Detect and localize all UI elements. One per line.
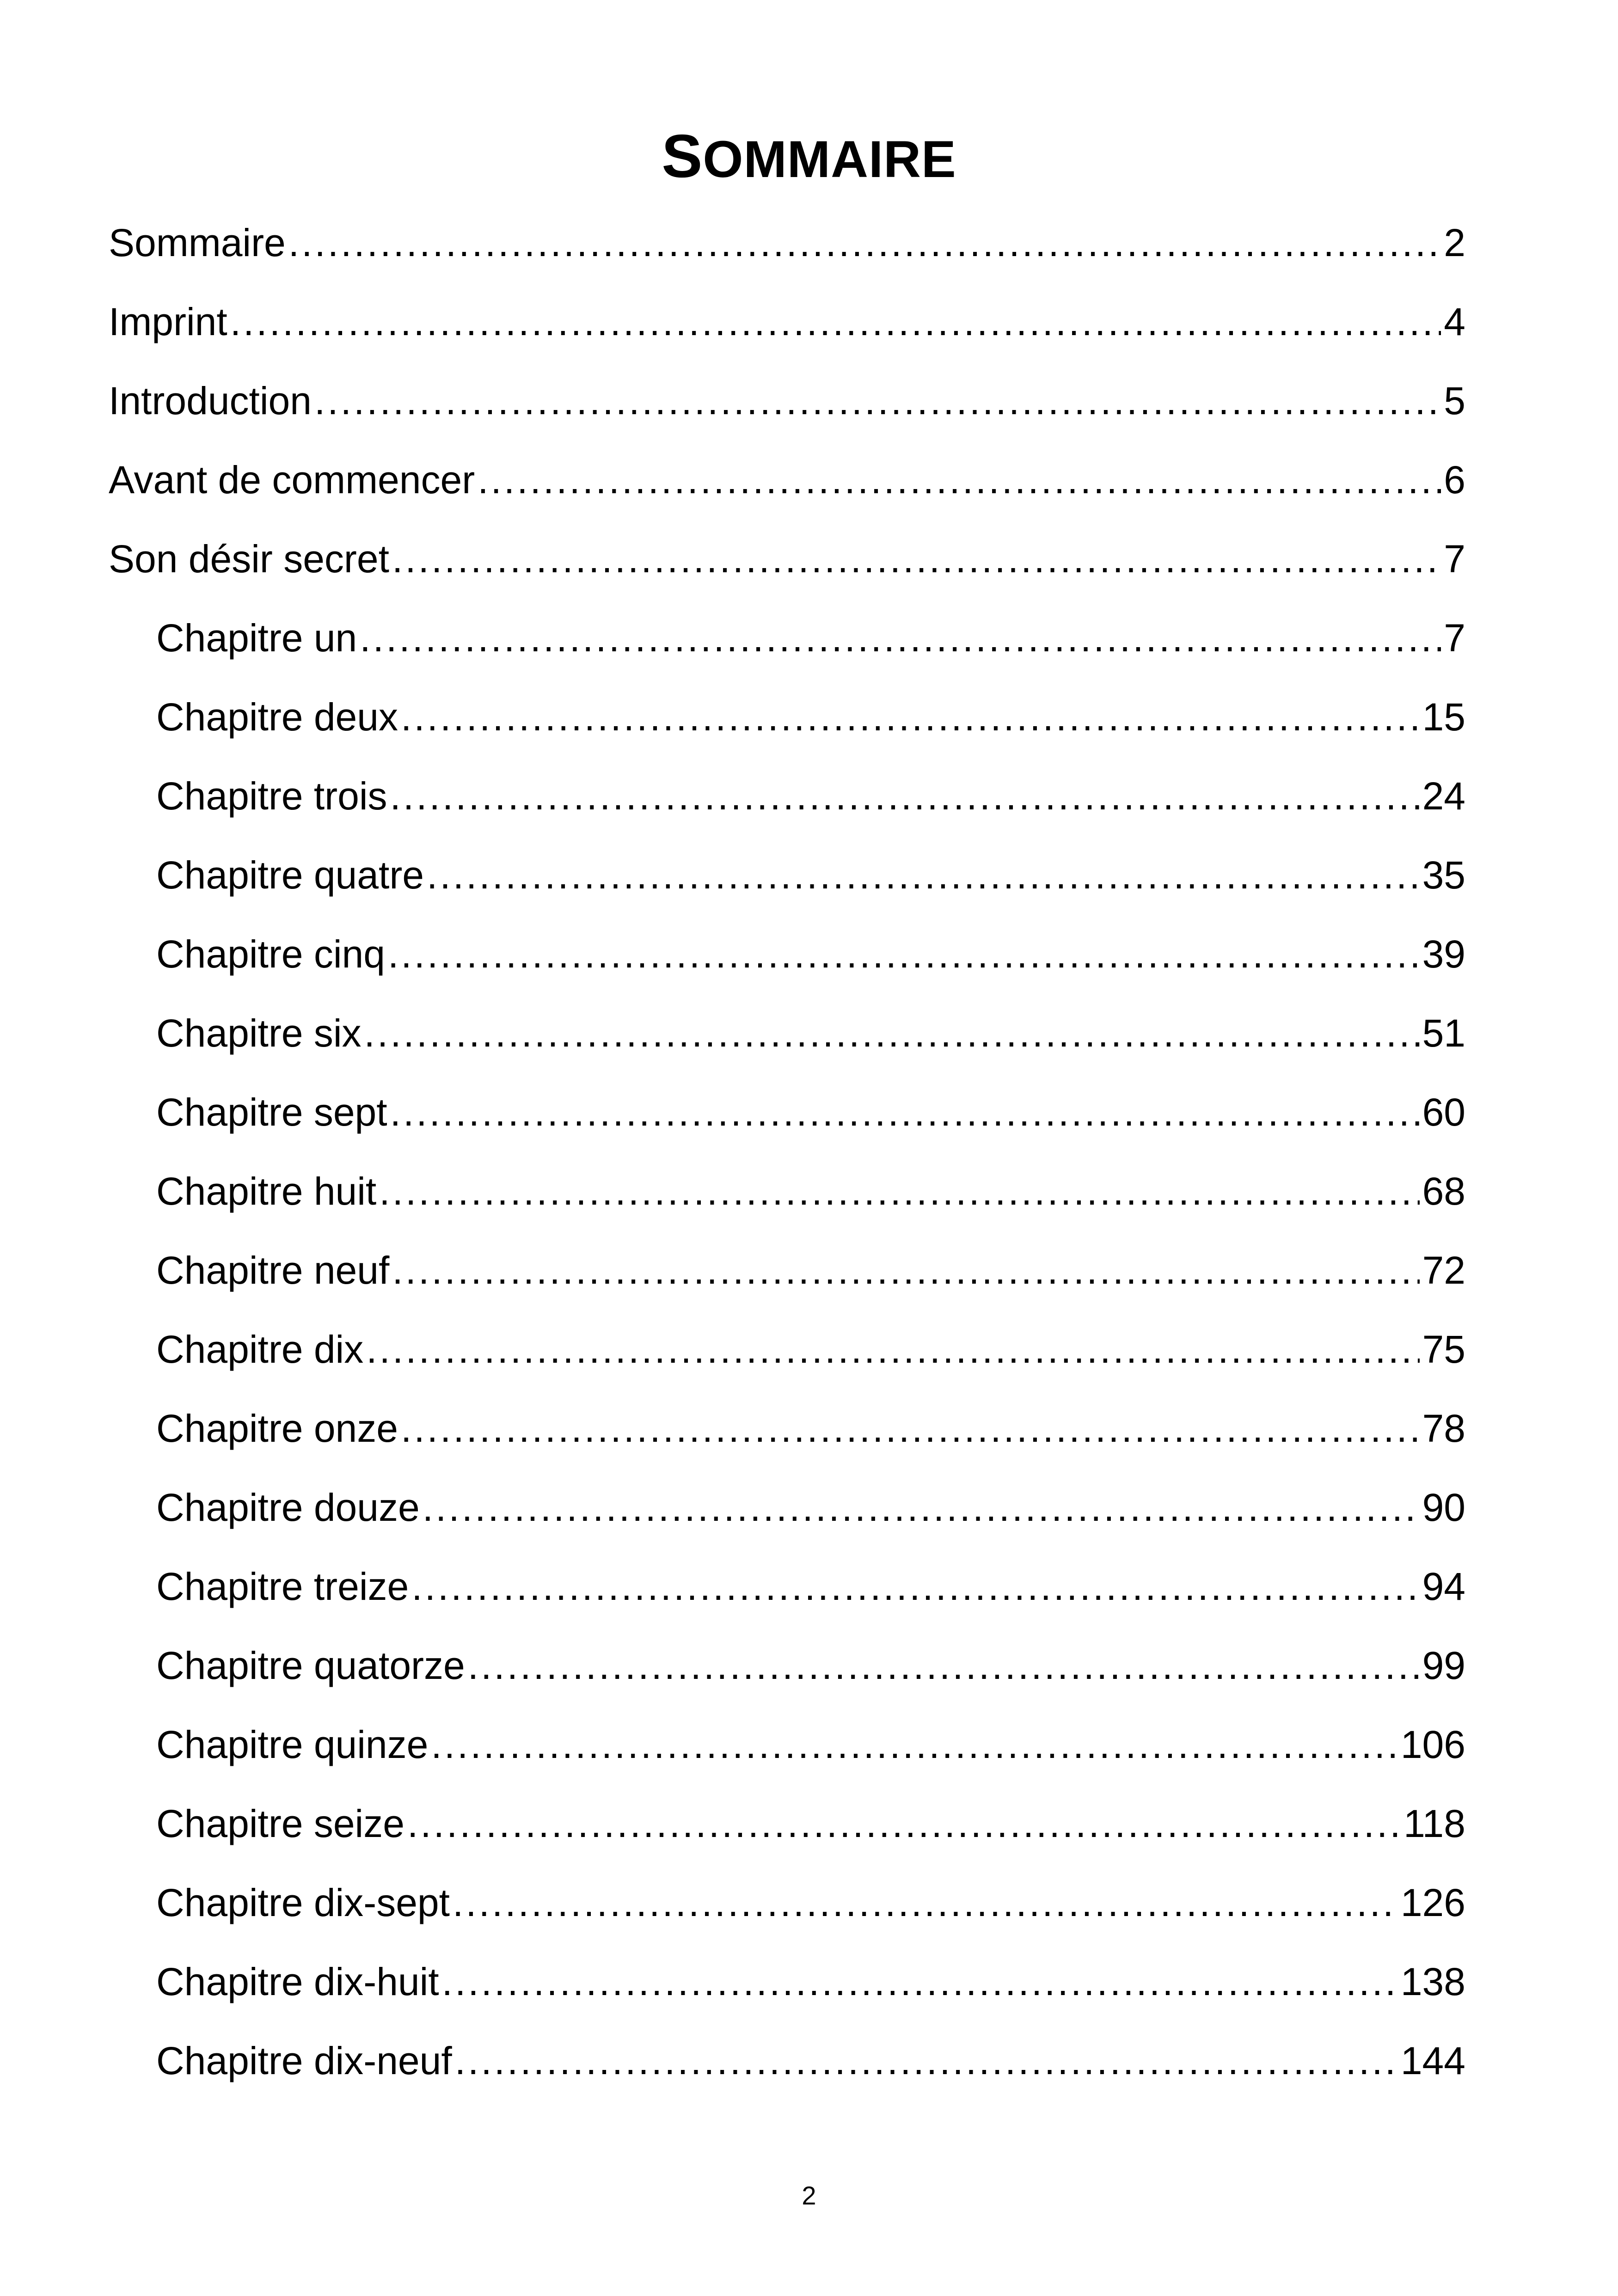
toc-entry-page: 51 — [1422, 1011, 1465, 1055]
toc-dot-leader — [468, 1638, 1420, 1693]
toc-entry-page: 2 — [1444, 221, 1465, 264]
toc-entry-page: 60 — [1422, 1090, 1465, 1134]
toc-entry-page: 118 — [1403, 1802, 1465, 1845]
toc-entry-page: 7 — [1444, 616, 1465, 660]
toc-dot-leader — [407, 1796, 1401, 1851]
toc-dot-leader — [390, 768, 1420, 824]
toc-dot-leader — [423, 1480, 1420, 1535]
toc-dot-leader — [411, 1559, 1419, 1614]
toc-entry-page: 75 — [1422, 1328, 1465, 1371]
toc-entry-page: 6 — [1444, 458, 1465, 502]
toc-dot-leader — [442, 1954, 1398, 2009]
toc-entry[interactable] — [109, 294, 1465, 373]
toc-dot-leader — [288, 215, 1441, 270]
toc-entry-label: Chapitre dix — [156, 1328, 364, 1371]
toc-entry-label: Avant de commencer — [109, 458, 475, 502]
page-number: 2 — [802, 2181, 816, 2210]
toc-entry-label: Chapitre quatre — [156, 853, 424, 897]
toc-entry-label: Chapitre quinze — [156, 1723, 429, 1766]
toc-entry-page: 94 — [1422, 1565, 1465, 1608]
toc-entry[interactable] — [109, 689, 1465, 768]
toc-entry[interactable] — [109, 373, 1465, 452]
toc-entry-page: 72 — [1422, 1249, 1465, 1292]
toc-dot-leader — [431, 1717, 1397, 1772]
toc-entry[interactable] — [109, 1243, 1465, 1322]
table-of-contents — [109, 215, 1465, 2112]
toc-entry-page: 5 — [1444, 379, 1465, 422]
toc-entry-label: Chapitre deux — [156, 695, 398, 739]
toc-entry-label: Son désir secret — [109, 537, 389, 581]
toc-entry-page: 15 — [1422, 695, 1465, 739]
toc-entry[interactable] — [109, 1480, 1465, 1559]
toc-entry[interactable] — [109, 610, 1465, 689]
toc-dot-leader — [366, 1322, 1419, 1377]
toc-entry-label: Chapitre dix-neuf — [156, 2039, 452, 2082]
toc-entry-label: Chapitre seize — [156, 1802, 404, 1845]
toc-entry[interactable] — [109, 1954, 1465, 2033]
toc-entry[interactable] — [109, 926, 1465, 1005]
toc-entry-page: 99 — [1422, 1644, 1465, 1687]
toc-entry[interactable] — [109, 1005, 1465, 1084]
toc-entry-label: Chapitre sept — [156, 1090, 387, 1134]
toc-entry-page: 90 — [1422, 1486, 1465, 1529]
toc-entry-label: Chapitre un — [156, 616, 357, 660]
toc-entry-label: Imprint — [109, 300, 227, 343]
toc-entry[interactable] — [109, 215, 1465, 294]
toc-entry-page: 7 — [1444, 537, 1465, 581]
toc-entry-label: Chapitre neuf — [156, 1249, 390, 1292]
toc-dot-leader — [427, 847, 1420, 903]
toc-entry[interactable] — [109, 1717, 1465, 1796]
toc-dot-leader — [388, 926, 1420, 982]
toc-entry-page: 138 — [1400, 1960, 1465, 2003]
toc-dot-leader — [453, 1875, 1398, 1930]
toc-entry-label: Chapitre quatorze — [156, 1644, 465, 1687]
toc-entry[interactable] — [109, 2033, 1465, 2112]
toc-entry-page: 144 — [1400, 2039, 1465, 2082]
toc-dot-leader — [455, 2033, 1398, 2088]
toc-entry-label: Chapitre cinq — [156, 932, 385, 976]
toc-entry[interactable] — [109, 452, 1465, 531]
toc-entry-label: Chapitre huit — [156, 1169, 377, 1213]
toc-dot-leader — [478, 452, 1441, 508]
toc-entry-page: 106 — [1400, 1723, 1465, 1766]
title-initial: S — [662, 122, 703, 190]
toc-dot-leader — [364, 1005, 1420, 1061]
toc-entry-label: Chapitre trois — [156, 774, 387, 818]
toc-dot-leader — [401, 689, 1420, 745]
toc-entry[interactable] — [109, 1322, 1465, 1401]
toc-entry-label: Sommaire — [109, 221, 286, 264]
toc-entry-label: Chapitre six — [156, 1011, 362, 1055]
toc-entry-label: Introduction — [109, 379, 312, 422]
toc-dot-leader — [314, 373, 1441, 429]
toc-dot-leader — [392, 531, 1441, 587]
toc-entry-page: 4 — [1444, 300, 1465, 343]
toc-dot-leader — [392, 1243, 1419, 1298]
toc-entry[interactable] — [109, 531, 1465, 610]
toc-entry[interactable] — [109, 1875, 1465, 1954]
toc-entry-label: Chapitre douze — [156, 1486, 420, 1529]
toc-entry-label: Chapitre treize — [156, 1565, 409, 1608]
toc-entry[interactable] — [109, 1796, 1465, 1875]
toc-entry-page: 126 — [1400, 1881, 1465, 1924]
toc-entry-label: Chapitre onze — [156, 1407, 398, 1450]
toc-entry[interactable] — [109, 1559, 1465, 1638]
toc-dot-leader — [360, 610, 1441, 666]
toc-entry-label: Chapitre dix-huit — [156, 1960, 439, 2003]
toc-entry-label: Chapitre dix-sept — [156, 1881, 450, 1924]
title-rest: OMMAIRE — [703, 130, 956, 188]
toc-entry-page: 39 — [1422, 932, 1465, 976]
toc-entry[interactable] — [109, 1163, 1465, 1243]
toc-entry-page: 68 — [1422, 1169, 1465, 1213]
toc-entry-page: 24 — [1422, 774, 1465, 818]
toc-dot-leader — [390, 1084, 1420, 1140]
toc-entry[interactable] — [109, 1084, 1465, 1163]
toc-entry-page: 78 — [1422, 1407, 1465, 1450]
toc-entry-page: 35 — [1422, 853, 1465, 897]
toc-entry[interactable] — [109, 1638, 1465, 1717]
page-title — [0, 124, 1618, 192]
toc-entry[interactable] — [109, 1401, 1465, 1480]
toc-entry[interactable] — [109, 768, 1465, 847]
toc-entry[interactable] — [109, 847, 1465, 926]
toc-dot-leader — [379, 1163, 1419, 1219]
toc-dot-leader — [401, 1401, 1420, 1456]
toc-dot-leader — [230, 294, 1441, 349]
